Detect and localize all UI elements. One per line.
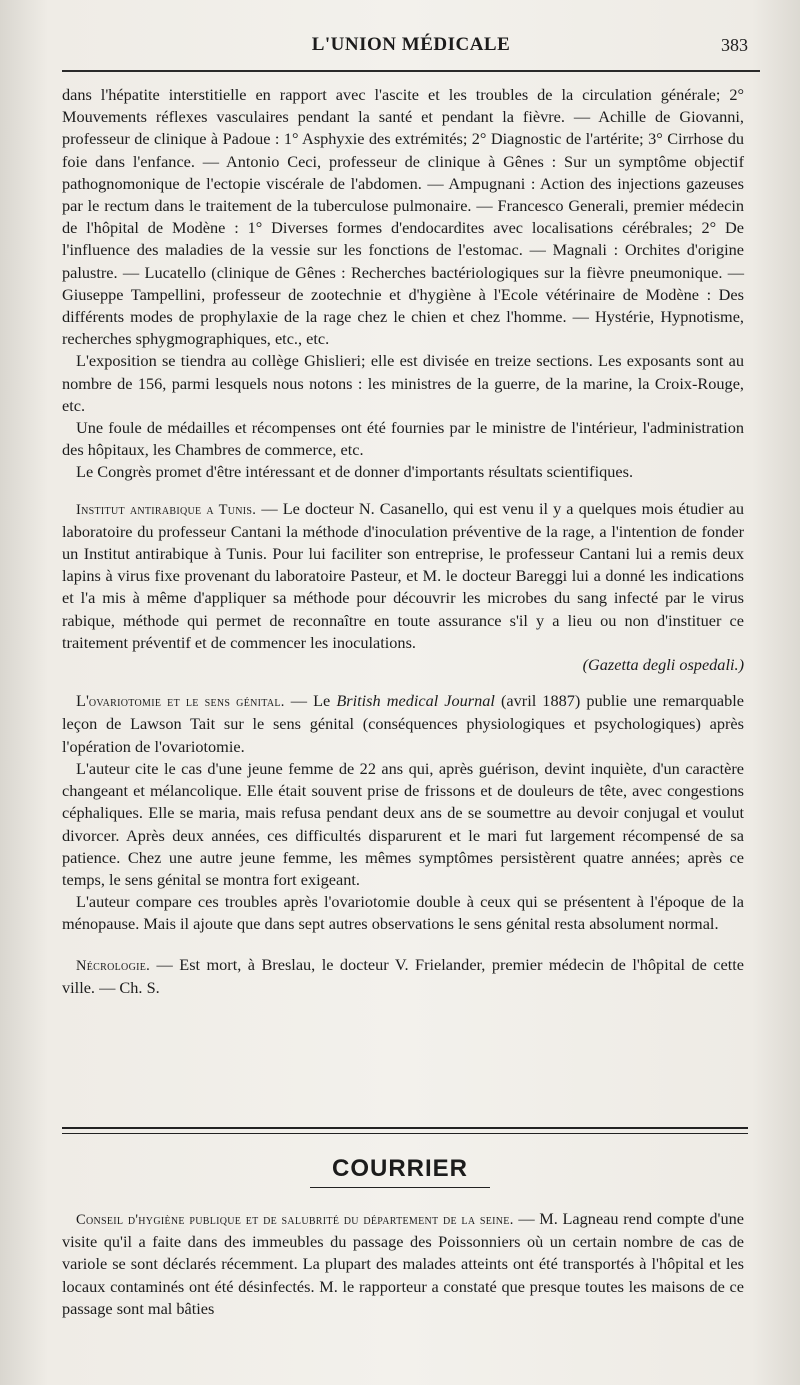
- running-header: [62, 34, 760, 62]
- case-paragraph: L'auteur cite le cas d'une jeune femme de 22 ans qui, après guérison, devint inquiète, d'un caractère changeant et mélancolique. Elle était souvent prise de frissons et de douleurs de tête, avec congestions céphaliques. Elle se maria, mais refusa pendant deux ans de se soumettre au devoir conjugal et voulut divorcer. Après deux années, ces difficultés disparurent et le mari fut largement récompensé de sa patience. Chez une autre jeune femme, les mêmes symptômes persistèrent quatre années; après ce temps, le sens génital se montra fort exigeant.: [62, 758, 744, 889]
- section-text-cont: (avril 1887) publie une remarquable leçon de Lawson Tait sur le sens génital (conséquences physiologiques et psychologiques) après l'opération de l'ovariotomie.: [62, 691, 745, 756]
- council-paragraph: [62, 1208, 744, 1320]
- citation-source: (Gazetta degli ospedali.): [582, 655, 744, 675]
- news-item-rabies-institute: [62, 498, 744, 654]
- courrier-title: COURRIER: [331, 1155, 468, 1182]
- section-heading: Nécrologie.: [76, 957, 151, 974]
- courrier-body: [62, 1208, 744, 1320]
- page-number: 383: [721, 35, 748, 55]
- section-text: — Le docteur N. Casanello, qui est venu il y a quelques mois étudier au laboratoire du professeur Cantani la méthode d'inoculation préventive de la rage, a l'intention de fonder un Institut antirabique à Tunis. Pour lui faciliter son entreprise, le professeur Cantani lui a remis deux lapins à virus fixe provenant du laboratoire Pasteur, et M. le docteur Bareggi lui a donné les indications et l'a mis à même d'appliquer sa méthode pour découvrir les microbes du sang infecté par le virus rabique, méthode qui permet de reconnaître en toute assurance s'il y a lieu ou non d'instituer ce traitement préventif et de commencer les inoculations.: [62, 498, 744, 652]
- section-text: — Est mort, à Breslau, le docteur V. Frielander, premier médecin de l'hôpital de cette ville. — Ch. S.: [62, 954, 744, 997]
- journal-title: L'UNION MÉDICALE: [311, 34, 511, 55]
- section-heading: Conseil d'hygiène publique et de salubrité du département de la seine.: [76, 1212, 514, 1228]
- comparison-paragraph: L'auteur compare ces troubles après l'ovariotomie double à ceux qui se présentent à l'époque de la ménopause. Mais il ajoute que dans sept autres observations le sens génital resta absolument normal.: [62, 892, 744, 934]
- section-text: — M. Lagneau rend compte d'une visite qu'il a faite dans des immeubles du passage des Poissonniers où un certain nombre de cas de variole se sont déclarés récemment. La plupart des malades atteints ont été transportés à l'hôpital et les locaux contaminés ont été désinfectés. M. le rapporteur a constaté que presque toutes les maisons de ce passage sont mal bâties: [62, 1209, 744, 1318]
- courrier-underline: [310, 1187, 490, 1188]
- section-text: — Le: [284, 691, 337, 711]
- news-item-ovariotomy: [62, 690, 744, 758]
- article-body: [62, 84, 744, 999]
- journal-name: British medical Journal: [336, 691, 495, 711]
- section-heading: Institut antirabique a Tunis.: [76, 501, 257, 518]
- congress-promise-paragraph: Le Congrès promet d'être intéressant et de donner d'importants résultats scientifiques.: [76, 462, 634, 482]
- heading-prefix: L': [76, 691, 89, 711]
- exposition-paragraph: L'exposition se tiendra au collège Ghislieri; elle est divisée en treize sections. Les exposants sont au nombre de 156, parmi lesquels nous notons : les ministres de la guerre, de la marine, la Croix-Rouge, etc.: [62, 351, 744, 415]
- section-divider: [62, 1127, 748, 1134]
- medals-paragraph: Une foule de médailles et récompenses ont été fournies par le ministre de l'intérieur, l'administration des hôpitaux, les Chambres de commerce, etc.: [62, 418, 744, 460]
- news-item-obituary: [62, 954, 744, 999]
- section-heading: ovariotomie et le sens génital.: [88, 694, 285, 711]
- congress-paragraph: dans l'hépatite interstitielle en rapport avec l'ascite et les troubles de la circulation générale; 2° Mouvements réflexes vasculaires pendant la santé et pendant la fièvre. — Achille de Giovanni, professeur de clinique à Padoue : 1° Asphyxie des extrémités; 2° Diagnostic de l'artérite; 3° Cirrhose du foie dans l'enfance. — Antonio Ceci, professeur de clinique à Gênes : Sur un symptôme objectif pathognomonique de l'ectopie viscérale de l'abdomen. — Ampugnani : Action des injections gazeuses par le rectum dans le traitement de la tuberculose pulmonaire. — Francesco Generali, premier médecin de l'hôpital de Modène : 1° Diverses formes d'endocardites avec localisations cérébrales; 2° De l'influence des maladies de la vessie sur les fonctions de l'estomac. — Magnali : Orchites d'origine palustre. — Lucatello (clinique de Gênes : Recherches bactériologiques sur la fièvre pneumonique. — Giuseppe Tampellini, professeur de zootechnie et d'hygiène à l'Ecole vétérinaire de Modène : Des différents modes de prophylaxie de la rage chez le chien et chez l'homme. — Hystérie, Hypnotisme, recherches sphygmographiques, etc., etc.: [62, 85, 744, 349]
- header-rule: [62, 70, 760, 72]
